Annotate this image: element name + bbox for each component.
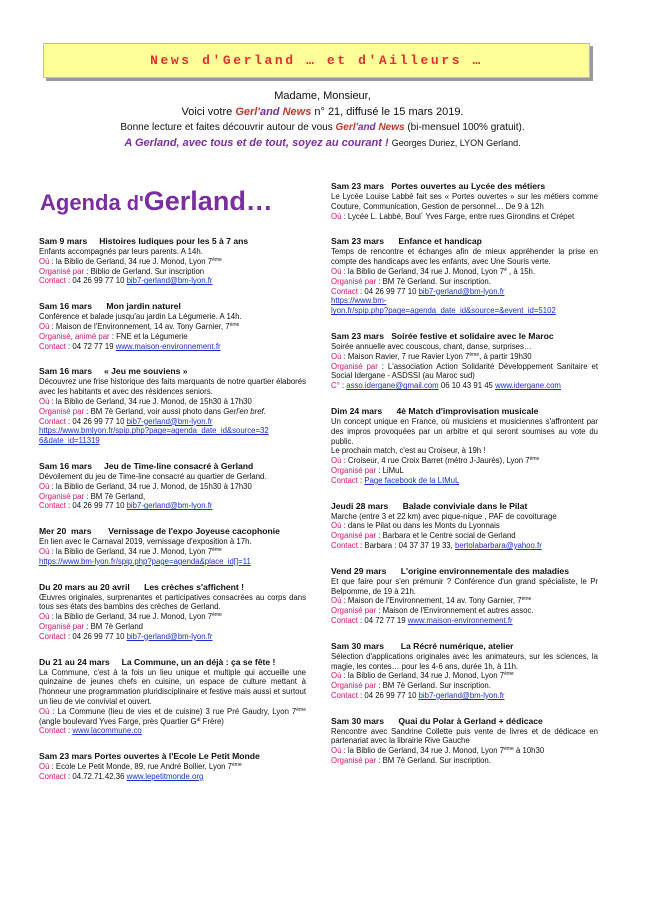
line-text: 06 10 43 91 45: [438, 381, 496, 391]
event-line: [331, 671, 598, 681]
intro-line-tagline: [0, 135, 645, 151]
line-text: : la Biblio de Gerland, 34 rue J. Monod, Lyon 7: [341, 746, 505, 756]
field-label: Organisé par: [331, 531, 377, 541]
event-link[interactable]: bib7-gerland@bm-lyon.fr: [418, 286, 505, 296]
line-text: : 04 26 99 77 10: [357, 286, 419, 296]
event-line: [331, 681, 598, 691]
line-text: Un concept unique en France, où musiciens et musiciennes s'affrontent par des impros provoquées par un arbitre et qui seront soumises au vote du public.: [331, 416, 598, 446]
event-line: [39, 707, 306, 727]
field-label: Contact: [39, 726, 66, 736]
event-line: [331, 267, 598, 277]
line-text: : Maison Ravier, 7 rue Ravier Lyon 7: [341, 351, 470, 361]
field-label: Où: [331, 266, 342, 276]
event-line: [331, 521, 598, 531]
superscript: ème: [212, 612, 222, 619]
line-text: Temps de rencontre et échanges afin de mieux appréhender la prise en compte des handicaps avec les enfants, avec Une Souris verte.: [331, 247, 598, 267]
event-line: [331, 287, 598, 297]
field-label: Organisé par: [331, 465, 377, 475]
line-text: : 04 72 77 19: [357, 615, 408, 625]
event-line: [39, 772, 306, 782]
line-text: Marche (entre 3 et 22 km) avec pique-nique , PAF de covoiturage: [331, 511, 557, 521]
event-title: Sam 23 mars Portes ouvertes au Lycée des métiers: [331, 181, 546, 191]
event-line: [39, 397, 306, 407]
line-text: Frère): [200, 716, 224, 726]
line-text: Et que faire pour s'en prémunir ? Conférence d'un grand spécialiste, le Pr Belpomme, de 19 à 21h.: [331, 576, 598, 596]
event-line: [39, 482, 306, 492]
event-line: [331, 746, 598, 756]
event-line: [39, 322, 306, 332]
event-link[interactable]: bib7-gerland@bm-lyon.fr: [418, 690, 505, 700]
superscript: ème: [529, 456, 540, 463]
event-link[interactable]: bib7-gerland@bm-lyon.fr: [126, 631, 213, 641]
event-line: [331, 596, 598, 606]
event-line: [331, 756, 598, 766]
event-line: [39, 501, 306, 511]
tagline: A Gerland, avec tous et de tout, soyez au courant !: [124, 137, 389, 149]
event-link[interactable]: Page facebook de la LIMuL: [364, 475, 460, 485]
line-text: : Maison de l'Environnement, 14 av. Tony Garnier, 7: [341, 596, 522, 606]
event-line: [39, 267, 306, 277]
event-link[interactable]: www.idergane.com: [495, 381, 561, 391]
line-text: : FNE et la Légumerie: [109, 331, 188, 341]
line-text: : Maison de l'Environnement, 14 av. Tony Garnier, 7: [49, 321, 230, 331]
field-label: Contact: [39, 416, 66, 426]
line-text: : 04.72.71.42.36: [65, 771, 127, 781]
superscript: è: [504, 266, 507, 273]
field-label: Où: [331, 671, 342, 681]
event-item: [331, 716, 598, 766]
field-label: C°: [331, 381, 340, 391]
event-title: Sam 16 mars Mon jardin naturel: [39, 301, 181, 312]
line-text: : La Commune (lieu de vies et de cuisine) 3 rue Pré Gaudry, Lyon 7: [49, 706, 297, 716]
event-title: Du 20 mars au 20 avril Les crèches s'affichent !: [39, 581, 245, 592]
event-title: Sam 16 mars « Jeu me souviens »: [39, 366, 188, 377]
line-text: : dans le Pilat ou dans les Monts du Lyonnais: [341, 521, 500, 531]
superscript: ème: [521, 596, 532, 603]
field-label: Contact: [39, 341, 66, 351]
agenda-title: Agenda d'Gerland…: [40, 186, 273, 216]
field-label: Où: [39, 321, 50, 331]
superscript: ème: [212, 546, 222, 553]
event-line: [39, 377, 306, 397]
event-title: Mer 20 mars Vernissage de l'expo Joyeuse cacophonie: [39, 526, 280, 537]
event-title: Sam 16 mars Jeu de Time-line consacré à Gerland: [39, 460, 254, 471]
superscript: ème: [296, 706, 306, 713]
field-label: Organisé par: [331, 276, 377, 286]
event-title: Jeudi 28 mars Balade conviviale dans le Pilat: [331, 500, 528, 511]
line-text: : Biblio de Gerland. Sur inscription: [84, 266, 205, 276]
line-text: Le Lycée Louise Labbé fait ses « Portes ouvertes » sur les métiers comme Couture, Communication, Gestion de personnel… De 9 à 12h: [331, 192, 598, 211]
event-line: [331, 352, 598, 362]
field-label: Où: [331, 746, 342, 756]
line-text: : BM 7è Gerland,: [84, 491, 146, 501]
event-line: [331, 277, 598, 287]
field-label: Organisé par: [39, 491, 85, 501]
event-title: Sam 9 mars Histoires ludiques pour les 5 à 7 ans: [39, 236, 249, 246]
field-label: Contact: [39, 631, 66, 641]
event-line: [39, 276, 306, 286]
event-item: [331, 181, 598, 221]
field-label: Organisé par: [331, 756, 377, 766]
event-line: [331, 466, 598, 476]
greeting: Madame, Monsieur,: [274, 90, 371, 102]
field-label: Où: [39, 762, 50, 772]
signature: Georges Duriez, LYON Gerland.: [391, 138, 521, 148]
event-line: [39, 622, 306, 632]
event-line: [39, 632, 306, 642]
event-item: [39, 582, 306, 642]
event-line: [331, 296, 598, 306]
event-link[interactable]: https://www.bm-lyon.fr/spip.php?page=agenda&place_id[]=11: [39, 556, 251, 566]
event-link[interactable]: asso.idergane@gmail.com: [346, 381, 439, 391]
line-text: : la Biblio de Gerland, 34 rue J. Monod, Lyon 7: [49, 546, 213, 556]
line-text: : BM 7è Gerland: [84, 621, 144, 631]
event-line: [39, 593, 306, 613]
superscript: ème: [504, 671, 514, 678]
event-link[interactable]: www.lacommune.co: [72, 726, 142, 736]
event-line: [39, 537, 306, 547]
line-text: :: [65, 726, 73, 736]
line-text: , à partir 19h30: [479, 351, 532, 361]
event-line: [39, 726, 306, 736]
event-item: [331, 501, 598, 551]
event-line: [39, 417, 306, 427]
field-label: Contact: [331, 615, 358, 625]
event-line: [331, 541, 598, 551]
event-line: [39, 668, 306, 707]
superscript: al: [196, 716, 201, 723]
event-line: [331, 342, 598, 352]
event-line: [331, 417, 598, 446]
field-label: Où: [39, 396, 50, 406]
line-text: Conférence et balade jusqu'au jardin La Légumerie. A 14h.: [39, 312, 242, 322]
line-text: : 04 26 99 77 10: [65, 276, 127, 286]
event-line: [331, 727, 598, 747]
event-item: [39, 366, 306, 446]
superscript: ème: [229, 321, 240, 328]
intro: [0, 88, 645, 151]
event-title: Du 21 au 24 mars La Commune, un an déjà : ça se fête !: [39, 656, 276, 667]
event-line: [39, 612, 306, 622]
superscript: ème: [212, 256, 222, 263]
event-title: Vend 29 mars L'origine environnementale des maladies: [331, 565, 569, 576]
field-label: Organisé par: [331, 681, 377, 691]
event-line: [39, 492, 306, 502]
event-item: [39, 461, 306, 511]
line-text: Dévoilement du jeu de Time-line consacré au quartier de Gerland.: [39, 471, 267, 481]
line-text: Rencontre avec Sandrine Collette puis vente de livres et de dédicace en partenariat avec la librairie Rive Gauche: [331, 726, 598, 746]
event-line: [39, 426, 306, 436]
line-text: : 04 26 99 77 10: [65, 416, 127, 426]
field-label: Organisé, animé par: [39, 331, 110, 341]
event-line: [39, 312, 306, 322]
event-link[interactable]: www.maison-environnement.fr: [407, 615, 513, 625]
event-link[interactable]: lyon.fr/spip.php?page=agenda_date_id&source=&event_id=5102: [331, 306, 556, 316]
line-text: Le prochain match, c'est au Croiseur, à 19h !: [331, 446, 486, 456]
event-item: [331, 641, 598, 701]
event-line: [39, 472, 306, 482]
event-line: [331, 456, 598, 466]
left-event-column: [39, 236, 306, 797]
event-line: [39, 762, 306, 772]
event-item: [331, 236, 598, 316]
field-label: Contact: [39, 771, 66, 781]
line-text: : BM 7è Gerland. Sur inscription.: [376, 756, 491, 766]
event-item: [331, 406, 598, 486]
event-link[interactable]: www.lepetitmonde.org: [126, 771, 204, 781]
event-line: [39, 247, 306, 257]
line-text: : Lycée L. Labbé, Boul´ Yves Farge, entre rues Girondins et Crépet: [341, 211, 575, 221]
field-label: Où: [331, 596, 342, 606]
field-label: Contact: [331, 475, 358, 485]
field-label: Contact: [331, 690, 358, 700]
line-text: : L'association Action Solidarité Développement Sanitaire et Social Idergane - ASDSSI (au Maroc sud): [331, 361, 598, 381]
field-label: Organisé par: [331, 361, 378, 371]
event-line: [331, 577, 598, 597]
line-text: Découvrez une frise historique des faits marquants de notre quartier élaborés avec les habitants et avec des résidences seniors.: [39, 377, 306, 397]
field-label: Organisé par: [39, 406, 85, 416]
line-text: :: [357, 475, 365, 485]
event-item: [331, 331, 598, 391]
event-line: [39, 547, 306, 557]
event-link[interactable]: https://www.bmlyon.fr/spip.php?page=agenda_date_id&source=32: [39, 426, 269, 436]
event-line: [331, 512, 598, 522]
event-item: [39, 301, 306, 351]
event-line: [39, 342, 306, 352]
event-title: Sam 30 mars Quai du Polar à Gerland + dédicace: [331, 715, 543, 726]
event-title: Sam 23 mars Soirée festive et solidaire avec le Maroc: [331, 330, 554, 341]
event-line: [331, 247, 598, 267]
field-label: Organisé par: [331, 606, 377, 616]
event-line: [39, 257, 306, 267]
field-label: Contact: [39, 501, 66, 511]
line-text: : la Biblio de Gerland, 34 rue J. Monod, Lyon 7: [49, 612, 213, 622]
event-line: [39, 436, 306, 446]
event-line: [331, 306, 598, 316]
event-line: [331, 531, 598, 541]
line-text: (angle boulevard Yves Farge, près Quartier G: [39, 716, 197, 726]
right-event-column: [331, 181, 598, 781]
line-text: : la Biblio de Gerland, 34 rue J. Monod, Lyon 7: [49, 256, 213, 266]
field-label: Où: [331, 351, 342, 361]
event-link[interactable]: 6&date_id=11319: [39, 436, 100, 446]
event-title: Sam 23 mars Enfance et handicap: [331, 236, 482, 247]
field-label: Organisé par: [39, 266, 85, 276]
field-label: Où: [39, 706, 50, 716]
line-text: En lien avec le Carnaval 2019, vernissage d'exposition à 17h.: [39, 537, 252, 547]
event-link[interactable]: https://www.bm-: [331, 296, 387, 306]
line-text: Enfants accompagnés par leurs parents. A 14h.: [39, 247, 203, 256]
field-label: Contact: [39, 276, 66, 286]
event-line: [331, 652, 598, 672]
line-text: : la Biblio de Gerland, 34 rue J. Monod, de 15h30 à 17h30: [49, 396, 252, 406]
line-text: : Barbara et le Centre social de Gerland: [376, 531, 516, 541]
line-text: : Croiseur, 4 rue Croix Barret (métro J-Jaurès), Lyon 7: [341, 456, 530, 466]
event-title: Sam 23 mars Portes ouvertes à l'Ecole Le Petit Monde: [39, 751, 260, 762]
line-text: : BM 7è Gerland. Sur inscription.: [376, 276, 491, 286]
event-item: [39, 236, 306, 286]
line-text: à 10h30: [513, 746, 545, 756]
line-text: : Barbara : 04 37 37 19 33,: [357, 540, 455, 550]
event-item: [39, 751, 306, 782]
line-text: Soirée annuelle avec couscous, chant, danse, surprises…: [331, 341, 532, 351]
field-label: Où: [331, 521, 342, 531]
superscript: ème: [232, 762, 242, 769]
intro-line-issue: Voici votre Gerl'and News n° 21, diffusé le 15 mars 2019.: [181, 106, 464, 118]
event-line: [331, 476, 598, 486]
field-label: Organisé par: [39, 621, 85, 631]
line-text: : BM 7è Gerland, voir aussi photo dans: [84, 406, 224, 416]
event-line: [331, 616, 598, 626]
event-line: [331, 606, 598, 616]
superscript: ème: [469, 351, 480, 358]
event-line: [39, 557, 306, 567]
superscript: ème: [504, 746, 514, 753]
line-text: : Maison de l'Environnement et autres assoc.: [376, 606, 534, 616]
line-text: , à 15h.: [506, 266, 536, 276]
event-link[interactable]: bib7-gerland@bm-lyon.fr: [126, 416, 213, 426]
event-line: [39, 332, 306, 342]
event-line: [331, 362, 598, 382]
line-text: : 04 26 99 77 10: [65, 501, 127, 511]
line-text: : Ecole Le Petit Monde, 89, rue André Bollier, Lyon 7: [49, 762, 233, 772]
field-label: Où: [39, 546, 50, 556]
event-item: [39, 657, 306, 737]
line-text: : la Biblio de Gerland, 34 rue J. Monod, Lyon 7: [341, 671, 505, 681]
line-text: : LiMuL: [376, 465, 404, 475]
line-text: Sélection d'applications originales avec les animateurs, sur les sciences, la magie, les contes… pour les 4-6 ans, durée 1h, à 11h.: [331, 651, 598, 671]
event-line: [331, 212, 598, 222]
newsletter-banner: [43, 43, 590, 78]
newsletter-title: News d'Gerland … et d'Ailleurs …: [150, 53, 483, 68]
line-text: La Commune, c'est à la fois un lieu unique et multiple qui accueille une quinzaine de jeunes chefs en cuisine, un espace de culture mettant à l'honneur une programmation pluridisciplinaire et festive mais aussi et surtout un lieu de vie convivial et ouvert.: [39, 667, 306, 706]
event-title: Sam 30 mars La Récré numérique, atelier: [331, 640, 514, 651]
event-item: [39, 526, 306, 566]
line-text: : 04 26 99 77 10: [357, 690, 419, 700]
field-label: Où: [331, 211, 342, 221]
line-text: : la Biblio de Gerland, 34 rue J. Monod, de 15h30 à 17h30: [49, 481, 252, 491]
event-link[interactable]: bib7-gerland@bm-lyon.fr: [126, 501, 213, 511]
event-link[interactable]: bertolabarbara@yahoo.fr: [454, 540, 542, 550]
field-label: Contact: [331, 540, 358, 550]
event-line: [331, 446, 598, 456]
event-line: [331, 381, 598, 391]
line-text: : 04 72 77 19: [65, 341, 116, 351]
event-title: Dim 24 mars 4è Match d'improvisation musicale: [331, 405, 539, 416]
line-text: : BM 7è Gerland. Sur inscription.: [376, 681, 491, 691]
line-text: : 04 26 99 77 10: [65, 631, 127, 641]
line-text: Œuvres originales, surprenantes et participatives consacrées au corps dans tous ses états des bambins des crèches de Gerland.: [39, 592, 306, 612]
field-label: Où: [39, 256, 50, 266]
field-label: Où: [39, 481, 50, 491]
field-label: Contact: [331, 286, 358, 296]
event-line: [331, 192, 598, 212]
line-text: :: [339, 381, 347, 391]
event-link[interactable]: www.maison-environnement.fr: [115, 341, 221, 351]
event-link[interactable]: bib7-gerland@bm-lyon.fr: [126, 276, 213, 286]
line-text: : la Biblio de Gerland, 34 rue J. Monod, Lyon 7: [341, 266, 505, 276]
field-label: Où: [331, 456, 342, 466]
event-line: [331, 691, 598, 701]
italic-text: Gerl'en bref.: [223, 406, 266, 416]
field-label: Où: [39, 612, 50, 622]
event-line: [39, 407, 306, 417]
intro-line-reading: Bonne lecture et faites découvrir autour de vous Gerl'and News (bi-mensuel 100% gratuit).: [120, 122, 525, 133]
event-item: [331, 566, 598, 626]
